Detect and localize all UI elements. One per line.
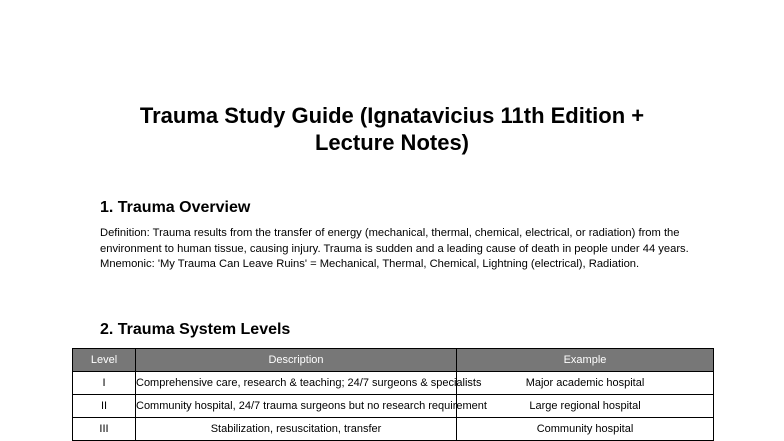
table-header-example: Example	[457, 349, 714, 372]
table-cell-description: Comprehensive care, research & teaching; 24/7 surgeons & specialists	[136, 372, 457, 395]
table-cell-level: III	[73, 418, 136, 441]
section-body-overview: Definition: Trauma results from the transfer of energy (mechanical, thermal, chemical, electrical, or radiation) from the environment to human tissue, causing injury. Trauma is sudden and a leading cause of death in people under 44 years. Mnemonic: 'My Trauma Can Leave Ruins' = Mechanical, Thermal, Chemical, Lightning (electrical), Radiation.	[100, 227, 689, 270]
table-cell-description: Stabilization, resuscitation, transfer	[136, 418, 457, 441]
document-title: Trauma Study Guide (Ignatavicius 11th Edition + Lecture Notes)	[139, 103, 645, 155]
table-cell-example: Large regional hospital	[457, 395, 714, 418]
table-cell-example: Major academic hospital	[457, 372, 714, 395]
section-heading-system-levels: 2. Trauma System Levels	[100, 321, 291, 338]
table-header-description: Description	[136, 349, 457, 372]
table-cell-level: II	[73, 395, 136, 418]
table-header-row	[73, 349, 714, 372]
table-cell-example: Community hospital	[457, 418, 714, 441]
table-row	[73, 395, 714, 418]
table-cell-description: Community hospital, 24/7 trauma surgeons but no research requirement	[136, 395, 457, 418]
table-row	[73, 418, 714, 441]
section-heading-overview: 1. Trauma Overview	[100, 199, 251, 216]
table-header-level: Level	[73, 349, 136, 372]
trauma-levels-table	[72, 348, 714, 441]
table-cell-level: I	[73, 372, 136, 395]
table-row	[73, 372, 714, 395]
